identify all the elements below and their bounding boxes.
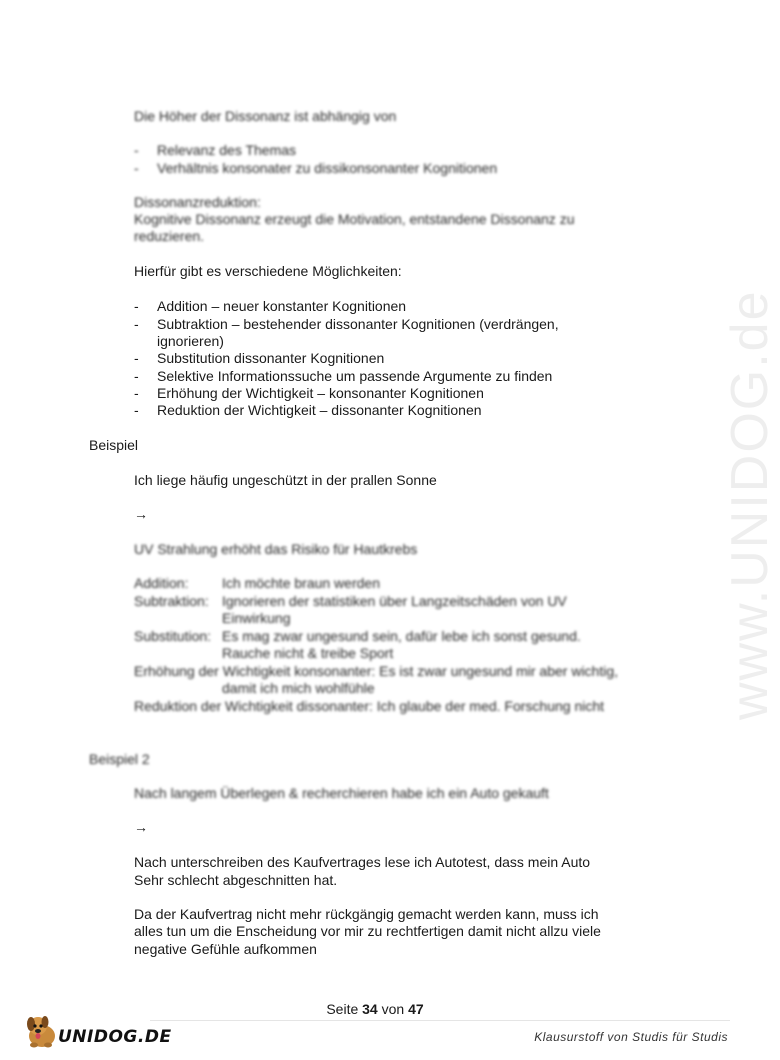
page-number	[0, 1001, 750, 1017]
example1-statement: Ich liege häufig ungeschützt in der prallen Sonne	[134, 472, 437, 488]
arrow-icon: →	[134, 819, 148, 835]
example2-title: Beispiel 2	[89, 751, 150, 767]
example1-fact: UV Strahlung erhöht das Risiko für Hautkrebs	[134, 541, 418, 557]
bullet-dash: -	[134, 142, 139, 158]
row-text: Ich möchte braun werden	[222, 575, 380, 591]
row-label: Substitution:	[134, 628, 212, 644]
dog-logo-icon	[22, 1014, 62, 1050]
row-text: Ignorieren der statistiken über Langzeitschäden von UV	[222, 593, 567, 609]
reduction-title: Dissonanzreduktion:	[134, 194, 261, 210]
option-item: Erhöhung der Wichtigkeit – konsonanter Kognitionen	[157, 385, 484, 401]
intro-item: Relevanz des Themas	[157, 142, 297, 158]
options-intro: Hierfür gibt es verschiedene Möglichkeiten:	[134, 263, 402, 279]
reduction-text: reduzieren.	[134, 228, 205, 244]
row-text-cont: Einwirkung	[222, 610, 291, 626]
reduce-text: Reduktion der Wichtigkeit dissonanter: Ich glaube der med. Forschung nicht	[134, 698, 605, 714]
bullet-dash: -	[134, 160, 139, 176]
example2-text: negative Gefühle aufkommen	[134, 941, 317, 957]
page-total: 47	[408, 1001, 424, 1017]
bullet-dash: -	[134, 316, 139, 332]
option-item-cont: ignorieren)	[157, 333, 224, 349]
example2-statement: Nach langem Überlegen & recherchieren habe ich ein Auto gekauft	[134, 785, 549, 801]
bullet-dash: -	[134, 368, 139, 384]
arrow-icon: →	[134, 506, 148, 522]
row-text-cont: Rauche nicht & treibe Sport	[222, 645, 394, 661]
intro-heading: Die Höher der Dissonanz ist abhängig von	[134, 108, 397, 124]
option-item: Substitution dissonanter Kognitionen	[157, 350, 385, 366]
page-current: 34	[362, 1001, 378, 1017]
page-prefix: Seite	[326, 1001, 359, 1017]
bullet-dash: -	[134, 350, 139, 366]
row-label: Subtraktion:	[134, 593, 209, 609]
option-item: Subtraktion – bestehender dissonanter Kognitionen (verdrängen,	[157, 316, 559, 332]
row-text: Es mag zwar ungesund sein, dafür lebe ich sonst gesund.	[222, 628, 581, 644]
option-item: Addition – neuer konstanter Kognitionen	[157, 298, 407, 314]
increase-text-cont: damit ich mich wohlfühle	[222, 680, 375, 696]
bullet-dash: -	[134, 402, 139, 418]
option-item: Reduktion der Wichtigkeit – dissonanter Kognitionen	[157, 402, 482, 418]
example2-text: Sehr schlecht abgeschnitten hat.	[134, 872, 338, 888]
logo-text: UNIDOG.DE	[58, 1027, 172, 1047]
watermark: www.UNIDOG.de	[721, 289, 779, 720]
reduction-text: Kognitive Dissonanz erzeugt die Motivation, entstandene Dissonanz zu	[134, 211, 575, 227]
example2-text: Da der Kaufvertrag nicht mehr rückgängig gemacht werden kann, muss ich	[134, 906, 599, 922]
intro-item: Verhältnis konsonater zu dissikonsonanter Kognitionen	[157, 160, 498, 176]
example2-text: alles tun um die Enscheidung vor mir zu rechtfertigen damit nicht allzu viele	[134, 923, 601, 939]
example1-title: Beispiel	[89, 437, 139, 453]
increase-text: Erhöhung der Wichtigkeit konsonanter: Es ist zwar ungesund mir aber wichtig,	[134, 663, 619, 679]
footer-tagline: Klausurstoff von Studis für Studis	[534, 1030, 728, 1044]
bullet-dash: -	[134, 385, 139, 401]
example2-text: Nach unterschreiben des Kaufvertrages lese ich Autotest, dass mein Auto	[134, 854, 591, 870]
page-mid: von	[381, 1001, 405, 1017]
row-label: Addition:	[134, 575, 189, 591]
bullet-dash: -	[134, 298, 139, 314]
option-item: Selektive Informationssuche um passende Argumente zu finden	[157, 368, 553, 384]
footer-divider	[150, 1020, 730, 1021]
